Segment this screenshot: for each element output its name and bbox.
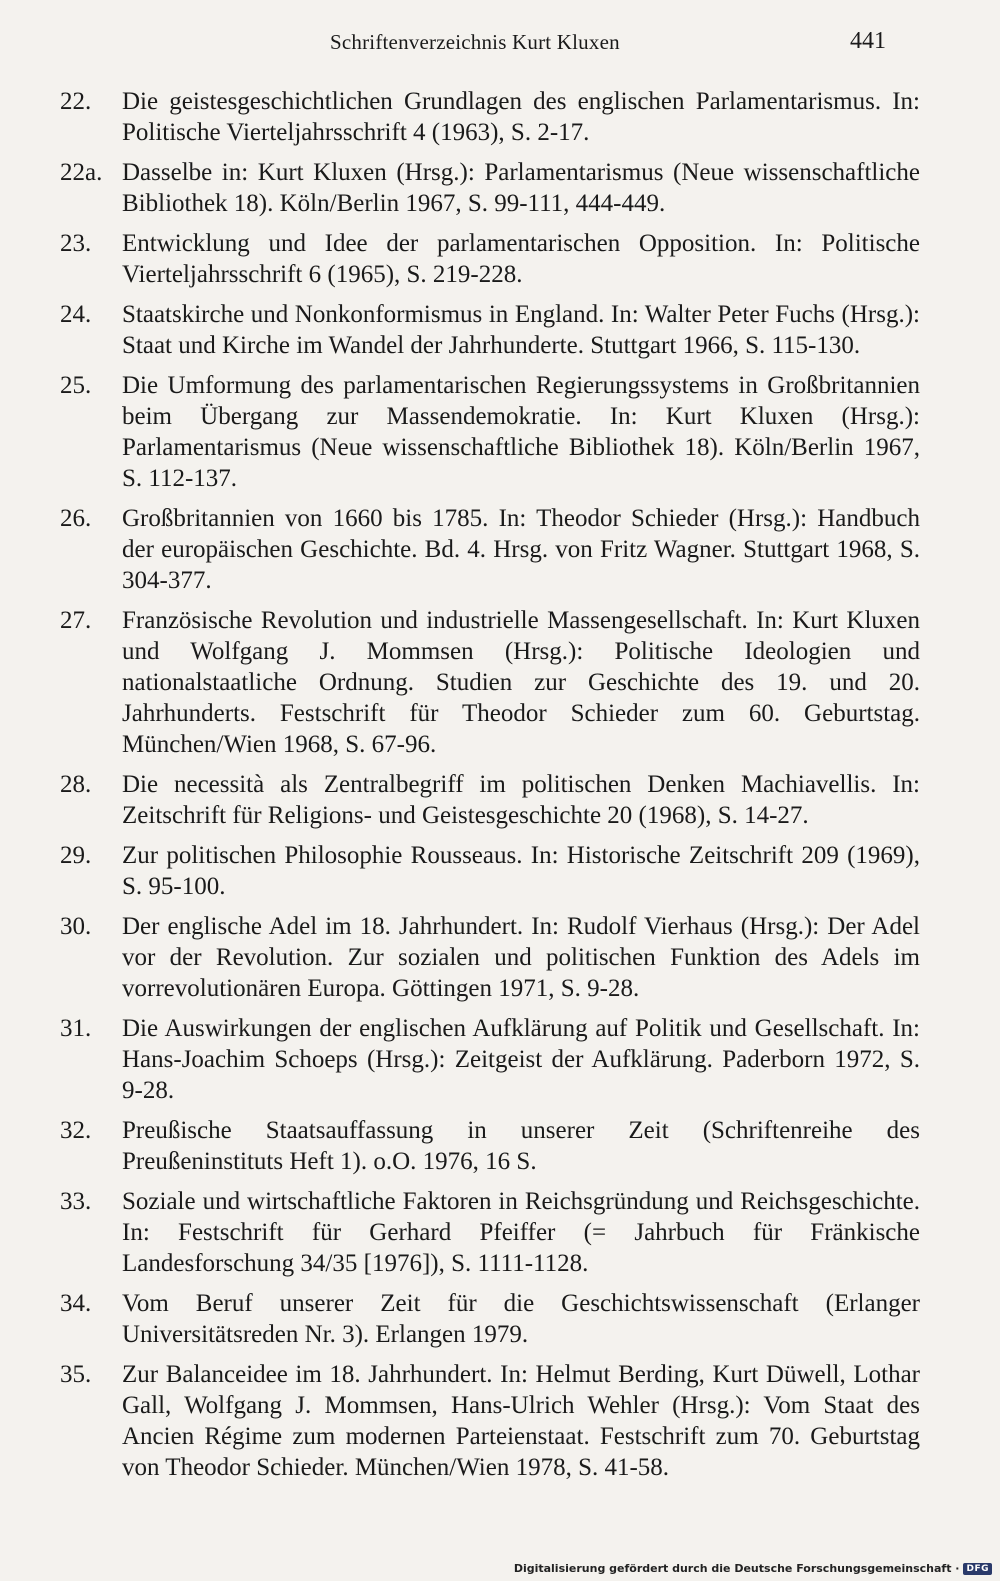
- bibliography-entry: [60, 605, 920, 760]
- bibliography-entry: [60, 1186, 920, 1279]
- entry-text: Die Umformung des parlamentarischen Regierungssystems in Großbritannien beim Übergang zur Massendemokratie. In: Kurt Kluxen (Hrsg.): Parlamentarismus (Neue wissenschaftliche Bibliothek 18). Köln/Berlin 1967, S. 112-137.: [122, 372, 920, 492]
- entry-number: 31.: [60, 1015, 92, 1042]
- bibliography-entry: [60, 769, 920, 831]
- running-title: Schriftenverzeichnis Kurt Kluxen: [330, 30, 620, 54]
- entry-text: Großbritannien von 1660 bis 1785. In: Theodor Schieder (Hrsg.): Handbuch der europäischen Geschichte. Bd. 4. Hrsg. von Fritz Wagner. Stuttgart 1968, S. 304-377.: [122, 505, 920, 594]
- entry-number: 29.: [60, 842, 92, 869]
- page-number: 441: [850, 28, 886, 54]
- bibliography-list: [60, 86, 920, 1492]
- entry-text: Staatskirche und Nonkonformismus in England. In: Walter Peter Fuchs (Hrsg.): Staat und Kirche im Wandel der Jahrhunderte. Stuttgart 1966, S. 115-130.: [122, 301, 920, 359]
- entry-number: 34.: [60, 1290, 92, 1317]
- entry-text: Die necessità als Zentralbegriff im politischen Denken Machiavellis. In: Zeitschrift für Religions- und Geistesgeschichte 20 (1968), S. 14-27.: [122, 771, 920, 829]
- entry-number: 30.: [60, 913, 92, 940]
- entry-number: 23.: [60, 230, 92, 257]
- bibliography-entry: [60, 299, 920, 361]
- entry-number: 35.: [60, 1361, 92, 1388]
- dfg-logo: DFG: [963, 1563, 992, 1575]
- bibliography-entry: [60, 1013, 920, 1106]
- entry-number: 33.: [60, 1188, 92, 1215]
- entry-number: 22.: [60, 88, 92, 115]
- bibliography-entry: [60, 370, 920, 494]
- entry-text: Zur Balanceidee im 18. Jahrhundert. In: Helmut Berding, Kurt Düwell, Lothar Gall, Wolfgang J. Mommsen, Hans-Ulrich Wehler (Hrsg.): Vom Staat des Ancien Régime zum modernen Parteienstaat. Festschrift zum 70. Geburtstag von Theodor Schieder. München/Wien 1978, S. 41-58.: [122, 1361, 920, 1481]
- bibliography-entry: [60, 840, 920, 902]
- entry-number: 27.: [60, 607, 92, 634]
- entry-number: 26.: [60, 505, 92, 532]
- entry-text: Die Auswirkungen der englischen Aufklärung auf Politik und Gesellschaft. In: Hans-Joachim Schoeps (Hrsg.): Zeitgeist der Aufklärung. Paderborn 1972, S. 9-28.: [122, 1015, 920, 1104]
- entry-number: 25.: [60, 372, 92, 399]
- entry-text: Die geistesgeschichtlichen Grundlagen des englischen Parlamentarismus. In: Politische Vierteljahrsschrift 4 (1963), S. 2-17.: [122, 88, 920, 146]
- entry-number: 32.: [60, 1117, 92, 1144]
- entry-text: Soziale und wirtschaftliche Faktoren in Reichsgründung und Reichsgeschichte. In: Festschrift für Gerhard Pfeiffer (= Jahrbuch für Fränkische Landesforschung 34/35 [1976]), S. 1111-1128.: [122, 1188, 920, 1277]
- bibliography-entry: [60, 503, 920, 596]
- entry-number: 22a.: [60, 159, 103, 186]
- entry-number: 28.: [60, 771, 92, 798]
- funding-note: Digitalisierung gefördert durch die Deutsche Forschungsgemeinschaft ·: [513, 1562, 960, 1575]
- bibliography-entry: [60, 1359, 920, 1483]
- entry-text: Entwicklung und Idee der parlamentarischen Opposition. In: Politische Vierteljahrsschrift 6 (1965), S. 219-228.: [122, 230, 920, 288]
- bibliography-entry: [60, 228, 920, 290]
- entry-text: Zur politischen Philosophie Rousseaus. In: Historische Zeitschrift 209 (1969), S. 95-100.: [122, 842, 920, 900]
- entry-number: 24.: [60, 301, 92, 328]
- entry-text: Französische Revolution und industrielle Massengesellschaft. In: Kurt Kluxen und Wolfgang J. Mommsen (Hrsg.): Politische Ideologien und nationalstaatliche Ordnung. Studien zur Geschichte des 19. und 20. Jahrhunderts. Festschrift für Theodor Schieder zum 60. Geburtstag. München/Wien 1968, S. 67-96.: [122, 607, 920, 758]
- bibliography-entry: [60, 1288, 920, 1350]
- bibliography-entry: [60, 86, 920, 148]
- bibliography-entry: [60, 911, 920, 1004]
- digitization-footer: [514, 1562, 992, 1575]
- entry-text: Der englische Adel im 18. Jahrhundert. In: Rudolf Vierhaus (Hrsg.): Der Adel vor der Revolution. Zur sozialen und politischen Funktion des Adels im vorrevolutionären Europa. Göttingen 1971, S. 9-28.: [122, 913, 920, 1002]
- bibliography-entry: [60, 1115, 920, 1177]
- entry-text: Vom Beruf unserer Zeit für die Geschichtswissenschaft (Erlanger Universitätsreden Nr. 3). Erlangen 1979.: [122, 1290, 920, 1348]
- entry-text: Preußische Staatsauffassung in unserer Zeit (Schriftenreihe des Preußeninstituts Heft 1). o.O. 1976, 16 S.: [122, 1117, 920, 1175]
- bibliography-entry: [60, 157, 920, 219]
- entry-text: Dasselbe in: Kurt Kluxen (Hrsg.): Parlamentarismus (Neue wissenschaftliche Bibliothek 18). Köln/Berlin 1967, S. 99-111, 444-449.: [122, 159, 920, 217]
